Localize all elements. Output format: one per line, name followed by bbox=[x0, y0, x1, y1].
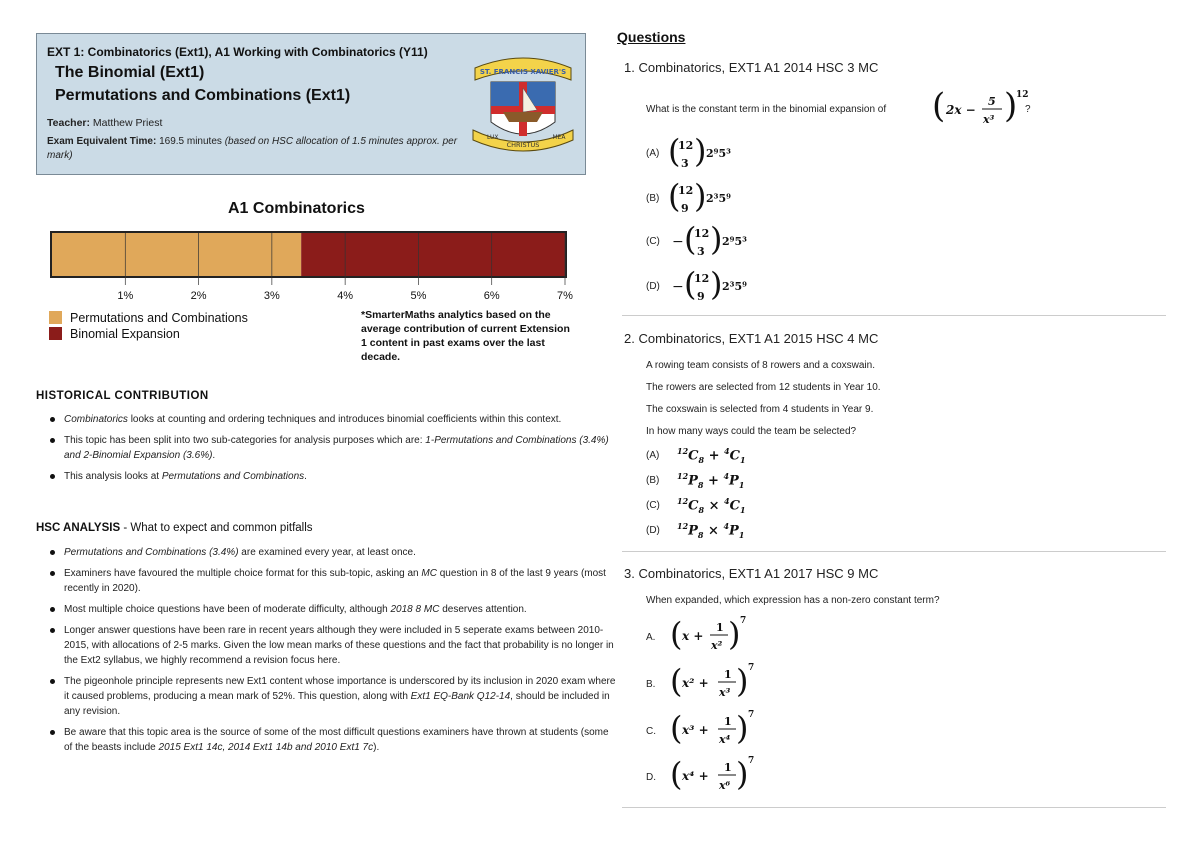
hsc-item-pre: Most multiple choice questions have been of moderate difficulty, although bbox=[64, 604, 391, 615]
q2-option-a-math: $^{12}C_8 + ^4C_1$ bbox=[677, 446, 746, 465]
q1-option-a-math bbox=[668, 132, 778, 174]
svg-text:12: 12 bbox=[694, 227, 710, 240]
svg-text:(: ( bbox=[668, 132, 681, 170]
historical-item bbox=[36, 433, 619, 463]
legend-swatch-binomial bbox=[49, 327, 62, 340]
historical-list bbox=[36, 412, 619, 490]
svg-text:3: 3 bbox=[681, 157, 689, 170]
q1-option-b-label: (B) bbox=[646, 193, 660, 204]
hsc-item-pre: Examiners have favoured the multiple choice format for this sub-topic, asking an bbox=[64, 568, 422, 579]
svg-text:(: ( bbox=[670, 615, 683, 653]
q2-line-2: The rowers are selected from 12 students in Year 10. bbox=[646, 382, 881, 393]
svg-text:): ) bbox=[728, 615, 741, 653]
hsc-item-post: ). bbox=[373, 742, 380, 753]
q1-option-c-math bbox=[672, 220, 782, 262]
q1-option-a-label: (A) bbox=[646, 148, 660, 159]
hsc-item bbox=[36, 566, 619, 596]
legend-item-permutations bbox=[49, 311, 248, 325]
svg-text:1: 1 bbox=[724, 761, 732, 774]
svg-text:7: 7 bbox=[748, 663, 755, 673]
legend-item-binomial bbox=[49, 327, 180, 341]
q3-option-c-math bbox=[670, 707, 765, 753]
svg-text:(: ( bbox=[670, 755, 683, 793]
svg-text:12: 12 bbox=[678, 139, 694, 152]
q3-title: 3. Combinatorics, EXT1 A1 2017 HSC 9 MC bbox=[624, 566, 879, 581]
q1-option-c-label: (C) bbox=[646, 236, 660, 247]
teacher-name: Matthew Priest bbox=[92, 117, 163, 129]
divider-q3 bbox=[622, 807, 1166, 808]
historical-heading: HISTORICAL CONTRIBUTION bbox=[36, 390, 209, 402]
svg-text:(: ( bbox=[670, 662, 683, 700]
q2-option-a-label: (A) bbox=[646, 450, 660, 461]
historical-item-pre: This analysis looks at bbox=[64, 471, 162, 482]
svg-text:2³5⁹: 2³5⁹ bbox=[722, 280, 747, 293]
hsc-item-pre: The pigeonhole principle represents new Ext1 content whose importance is underscored by its inclusion in 2020 exam where it caused problems, producing a mean mark of 52%. This question, along with bbox=[64, 676, 616, 702]
historical-item-text: looks at counting and ordering techniques and introduces binomial coefficients within this context. bbox=[127, 414, 562, 425]
svg-text:x⁴: x⁴ bbox=[719, 733, 731, 746]
historical-item-em: Permutations and Combinations bbox=[161, 471, 305, 482]
svg-text:x +: x + bbox=[682, 629, 704, 643]
chart-title: A1 Combinatorics bbox=[228, 200, 365, 217]
teacher-label: Teacher: bbox=[47, 117, 90, 129]
svg-text:x⁴ +: x⁴ + bbox=[682, 769, 709, 783]
historical-item-em: 1-Permutations and Combinations (3.4%) and 2-Binomial Expansion (3.6%) bbox=[64, 435, 609, 461]
school-crest-logo bbox=[467, 50, 579, 160]
hsc-item-em: MC bbox=[421, 568, 437, 579]
hsc-item bbox=[36, 725, 619, 755]
svg-text:−: − bbox=[672, 234, 684, 250]
chart-footnote: *SmarterMaths analytics based on the average contribution of current Extension 1 content in past exams over the last decade. bbox=[361, 309, 570, 363]
divider-q2 bbox=[622, 551, 1166, 552]
svg-text:): ) bbox=[1004, 86, 1018, 126]
svg-text:7: 7 bbox=[748, 710, 755, 720]
q2-line-3: The coxswain is selected from 4 students in Year 9. bbox=[646, 404, 874, 415]
q1-option-d-math bbox=[672, 265, 782, 307]
q2-option-b-label: (B) bbox=[646, 475, 660, 486]
q3-option-c-label: C. bbox=[646, 726, 656, 737]
q1-option-d-label: (D) bbox=[646, 281, 660, 292]
hsc-item-pre: Be aware that this topic area is the source of some of the most difficult questions examiners have thrown at students (some of the beasts include bbox=[64, 727, 609, 753]
hsc-item-post: question in 8 of the last 9 years (most recently in 2020). bbox=[64, 568, 606, 594]
q3-option-a-math bbox=[670, 613, 760, 659]
q1-question-mark: ? bbox=[1025, 104, 1031, 115]
hsc-item bbox=[36, 602, 619, 617]
historical-item-em: Combinatorics bbox=[64, 414, 128, 425]
q2-option-b-math: $^{12}P_8 + ^4P_1$ bbox=[677, 471, 745, 490]
q3-text: When expanded, which expression has a non-zero constant term? bbox=[646, 595, 940, 606]
exam-time-value: 169.5 minutes bbox=[159, 136, 222, 147]
q1-text: What is the constant term in the binomial expansion of bbox=[646, 104, 887, 115]
svg-text:x⁶: x⁶ bbox=[719, 779, 731, 792]
svg-text:): ) bbox=[736, 709, 749, 747]
historical-item-pre: This topic has been split into two sub-categories for analysis purposes which are: bbox=[64, 435, 426, 446]
svg-text:x³: x³ bbox=[719, 686, 731, 699]
logo-motto-right: MEA bbox=[552, 134, 566, 141]
svg-text:(: ( bbox=[684, 265, 697, 303]
q1-title: 1. Combinatorics, EXT1 A1 2014 HSC 3 MC bbox=[624, 60, 879, 75]
exam-time-note: (based on HSC allocation of 1.5 minutes approx. per mark) bbox=[47, 136, 458, 161]
svg-text:x² +: x² + bbox=[682, 676, 709, 690]
bar-segment-permutations bbox=[52, 233, 301, 276]
q2-line-1: A rowing team consists of 8 rowers and a coxswain. bbox=[646, 360, 875, 371]
svg-text:1: 1 bbox=[724, 715, 732, 728]
divider-q1 bbox=[622, 315, 1166, 316]
q2-option-d-math: $^{12}P_8 \times ^4P_1$ bbox=[677, 521, 745, 540]
tick-label: 5% bbox=[410, 290, 427, 302]
hsc-item-em: Permutations and Combinations (3.4%) bbox=[64, 547, 239, 558]
svg-text:2x −: 2x − bbox=[946, 103, 976, 117]
tick-label: 1% bbox=[117, 290, 134, 302]
hsc-heading-main: HSC ANALYSIS bbox=[36, 522, 121, 534]
logo-motto-left: LUX bbox=[487, 134, 499, 141]
tick-label: 6% bbox=[483, 290, 500, 302]
svg-text:9: 9 bbox=[681, 202, 689, 215]
q3-option-b-label: B. bbox=[646, 679, 656, 690]
legend-label-binomial: Binomial Expansion bbox=[70, 327, 180, 341]
q2-title: 2. Combinatorics, EXT1 A1 2015 HSC 4 MC bbox=[624, 331, 879, 346]
svg-text:x³: x³ bbox=[983, 113, 995, 126]
svg-text:(: ( bbox=[668, 177, 681, 215]
teacher-line bbox=[47, 117, 162, 129]
svg-text:): ) bbox=[710, 265, 723, 303]
svg-text:3: 3 bbox=[697, 245, 705, 258]
tick-label: 7% bbox=[557, 290, 573, 302]
svg-text:(: ( bbox=[670, 709, 683, 747]
hsc-item-post: , should be included in any revision. bbox=[64, 691, 610, 717]
header-box bbox=[36, 33, 586, 175]
q3-option-d-math bbox=[670, 753, 765, 799]
historical-item bbox=[36, 412, 619, 427]
exam-time-label: Exam Equivalent Time: bbox=[47, 136, 157, 147]
questions-heading: Questions bbox=[617, 29, 686, 45]
hsc-item bbox=[36, 545, 619, 560]
hsc-list bbox=[36, 545, 619, 761]
svg-text:): ) bbox=[710, 220, 723, 258]
svg-text:12: 12 bbox=[678, 184, 694, 197]
historical-item bbox=[36, 469, 619, 484]
tick-label: 2% bbox=[190, 290, 207, 302]
exam-time-line bbox=[47, 135, 477, 163]
hsc-item-post: are examined every year, at least once. bbox=[238, 547, 416, 558]
svg-text:−: − bbox=[672, 279, 684, 295]
q3-option-d-label: D. bbox=[646, 772, 656, 783]
hsc-item-post: deserves attention. bbox=[439, 604, 527, 615]
svg-text:x³ +: x³ + bbox=[682, 723, 709, 737]
svg-text:): ) bbox=[694, 177, 707, 215]
svg-text:(: ( bbox=[684, 220, 697, 258]
q2-option-c-label: (C) bbox=[646, 500, 660, 511]
svg-text:7: 7 bbox=[740, 616, 747, 626]
stacked-bar-chart bbox=[40, 225, 580, 305]
svg-text:12: 12 bbox=[694, 272, 710, 285]
svg-text:12: 12 bbox=[1016, 90, 1029, 100]
tick-label: 3% bbox=[263, 290, 280, 302]
svg-text:2³5⁹: 2³5⁹ bbox=[706, 192, 731, 205]
svg-text:5: 5 bbox=[988, 95, 996, 108]
svg-text:2⁹5³: 2⁹5³ bbox=[706, 147, 731, 160]
svg-text:): ) bbox=[694, 132, 707, 170]
title-permutations: Permutations and Combinations (Ext1) bbox=[55, 87, 351, 104]
hsc-item-em: 2018 8 MC bbox=[390, 604, 440, 615]
q1-option-b-math bbox=[668, 177, 778, 219]
svg-text:x²: x² bbox=[711, 639, 723, 652]
svg-text:): ) bbox=[736, 662, 749, 700]
q3-option-b-math bbox=[670, 660, 765, 706]
logo-motto-mid: CHRISTUS bbox=[506, 141, 540, 149]
svg-text:1: 1 bbox=[724, 668, 732, 681]
logo-top-text: ST. FRANCIS XAVIER'S bbox=[479, 68, 567, 76]
q2-line-4: In how many ways could the team be selected? bbox=[646, 426, 857, 437]
hsc-item-pre: Longer answer questions have been rare in recent years although they were included in 5 seperate exams between 2010-2015, with allocations of 2-5 marks. Given the low mean marks of these questions and the fact that probability is no longer in the Ext2 syllabus, we highly recommend a revision focus here. bbox=[64, 625, 614, 666]
historical-item-post: . bbox=[304, 471, 307, 482]
bar-segment-binomial bbox=[301, 233, 565, 276]
hsc-item-em: Ext1 EQ-Bank Q12-14 bbox=[410, 691, 511, 702]
hsc-item bbox=[36, 623, 619, 668]
svg-text:2⁹5³: 2⁹5³ bbox=[722, 235, 747, 248]
q3-option-a-label: A. bbox=[646, 632, 656, 643]
hsc-item-em: 2015 Ext1 14c, 2014 Ext1 14b and 2010 Ext1 7c bbox=[158, 742, 374, 753]
hsc-item bbox=[36, 674, 619, 719]
svg-text:(: ( bbox=[932, 86, 946, 126]
hsc-heading bbox=[36, 522, 313, 534]
topic-code: EXT 1: Combinatorics (Ext1), A1 Working with Combinatorics (Y11) bbox=[47, 45, 428, 59]
tick-label: 4% bbox=[337, 290, 354, 302]
svg-text:9: 9 bbox=[697, 290, 705, 303]
hsc-heading-sub: - What to expect and common pitfalls bbox=[120, 522, 313, 534]
q2-option-d-label: (D) bbox=[646, 525, 660, 536]
historical-item-post: . bbox=[212, 450, 216, 461]
legend-swatch-permutations bbox=[49, 311, 62, 324]
legend-label-permutations: Permutations and Combinations bbox=[70, 311, 248, 325]
svg-text:1: 1 bbox=[716, 621, 724, 634]
svg-text:7: 7 bbox=[748, 756, 755, 766]
title-binomial: The Binomial (Ext1) bbox=[55, 64, 205, 81]
q2-option-c-math: $^{12}C_8 \times ^4C_1$ bbox=[677, 496, 746, 515]
svg-text:): ) bbox=[736, 755, 749, 793]
